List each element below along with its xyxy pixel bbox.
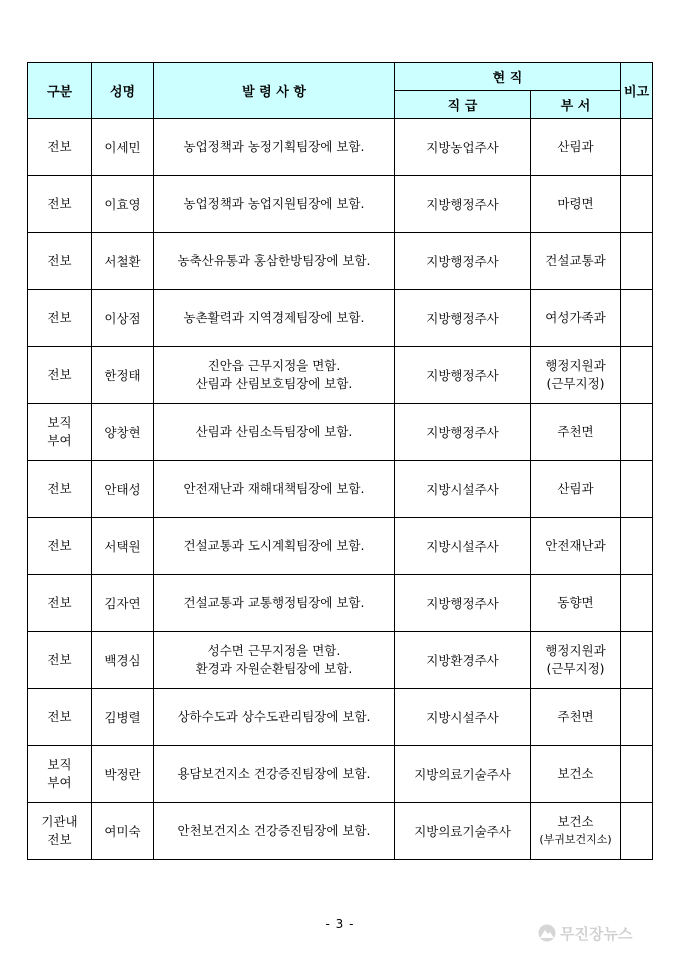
- cell-order-line: 건설교통과 교통행정팀장에 보함.: [183, 595, 365, 610]
- cell-department-line: 안전재난과: [545, 538, 606, 553]
- cell-gubun-line: 전보: [47, 139, 72, 154]
- table-body: [28, 119, 653, 860]
- cell-gubun-line: 전보: [47, 595, 72, 610]
- table-row: [28, 632, 653, 689]
- cell-rank: 지방행정주사: [395, 233, 531, 290]
- cell-gubun: [28, 575, 92, 632]
- cell-department-line: (근무지정): [546, 661, 605, 676]
- table-row: [28, 404, 653, 461]
- cell-rank: 지방행정주사: [395, 290, 531, 347]
- cell-gubun-line: 전보: [47, 538, 72, 553]
- table-row: [28, 347, 653, 404]
- cell-order-line: 산림과 산림보호팀장에 보함.: [195, 376, 353, 391]
- cell-remarks: [621, 347, 653, 404]
- cell-remarks: [621, 176, 653, 233]
- cell-rank: 지방행정주사: [395, 575, 531, 632]
- table-row: [28, 746, 653, 803]
- table-row: [28, 290, 653, 347]
- cell-order-line: 농촌활력과 지역경제팀장에 보함.: [183, 310, 365, 325]
- cell-rank: 지방시설주사: [395, 461, 531, 518]
- cell-department-line: 보건소: [557, 814, 594, 829]
- cell-department: [531, 176, 621, 233]
- cell-order-line: 성수면 근무지정을 면함.: [207, 643, 341, 658]
- cell-order-line: 상하수도과 상수도관리팀장에 보함.: [177, 709, 371, 724]
- cell-order-line: 안천보건지소 건강증진팀장에 보함.: [177, 823, 371, 838]
- table-row: [28, 689, 653, 746]
- cell-order-line: 환경과 자원순환팀장에 보함.: [195, 661, 353, 676]
- cell-rank: 지방행정주사: [395, 176, 531, 233]
- cell-name: 한정태: [92, 347, 154, 404]
- cell-gubun-line: 보직: [47, 757, 72, 772]
- header-department: 부 서: [531, 91, 621, 119]
- cell-department: [531, 290, 621, 347]
- cell-gubun-line: 전보: [47, 832, 72, 847]
- cell-order: [154, 746, 395, 803]
- cell-gubun: [28, 404, 92, 461]
- page-number: - 3 -: [325, 917, 355, 931]
- cell-department-line: 행정지원과: [545, 643, 606, 658]
- cell-name: 서택원: [92, 518, 154, 575]
- cell-remarks: [621, 632, 653, 689]
- cell-department-line: 건설교통과: [545, 253, 606, 268]
- cell-order: [154, 404, 395, 461]
- cell-gubun: [28, 518, 92, 575]
- cell-rank: 지방의료기술주사: [395, 746, 531, 803]
- cell-gubun: [28, 689, 92, 746]
- cell-remarks: [621, 461, 653, 518]
- cell-rank: 지방농업주사: [395, 119, 531, 176]
- cell-order: [154, 689, 395, 746]
- header-rank: 직 급: [395, 91, 531, 119]
- cell-gubun-line: 전보: [47, 196, 72, 211]
- cell-name: 김병렬: [92, 689, 154, 746]
- cell-name: 김자연: [92, 575, 154, 632]
- cell-gubun: [28, 632, 92, 689]
- mountain-icon: [538, 924, 556, 942]
- table-row: [28, 518, 653, 575]
- table-row: [28, 803, 653, 860]
- cell-name: 이세민: [92, 119, 154, 176]
- cell-department: [531, 461, 621, 518]
- cell-department: [531, 803, 621, 860]
- cell-gubun-line: 전보: [47, 709, 72, 724]
- cell-rank: 지방행정주사: [395, 404, 531, 461]
- cell-gubun-line: 부여: [47, 775, 72, 790]
- header-name: 성명: [92, 63, 154, 119]
- cell-department: [531, 119, 621, 176]
- cell-department-line: 산림과: [557, 139, 594, 154]
- cell-department-line: 주천면: [557, 424, 594, 439]
- cell-gubun: [28, 176, 92, 233]
- cell-rank: 지방환경주사: [395, 632, 531, 689]
- cell-department-line: (근무지정): [546, 376, 605, 391]
- cell-rank: 지방의료기술주사: [395, 803, 531, 860]
- cell-rank: 지방행정주사: [395, 347, 531, 404]
- cell-department: [531, 689, 621, 746]
- table-row: [28, 176, 653, 233]
- cell-department: [531, 404, 621, 461]
- cell-order-line: 농업정책과 농업지원팀장에 보함.: [183, 196, 365, 211]
- cell-name: 여미숙: [92, 803, 154, 860]
- cell-department-line: 여성가족과: [545, 310, 606, 325]
- header-order: 발 령 사 항: [154, 63, 395, 119]
- cell-department: [531, 632, 621, 689]
- cell-department: [531, 575, 621, 632]
- cell-name: 안태성: [92, 461, 154, 518]
- cell-remarks: [621, 803, 653, 860]
- header-current: 현 직: [395, 63, 621, 91]
- cell-department: [531, 518, 621, 575]
- cell-gubun-line: 전보: [47, 253, 72, 268]
- cell-name: 서철환: [92, 233, 154, 290]
- cell-remarks: [621, 689, 653, 746]
- cell-order: [154, 290, 395, 347]
- cell-remarks: [621, 119, 653, 176]
- cell-order: [154, 176, 395, 233]
- cell-order-line: 안전재난과 재해대책팀장에 보함.: [183, 481, 365, 496]
- cell-order: [154, 347, 395, 404]
- cell-gubun-line: 부여: [47, 433, 72, 448]
- cell-department: [531, 233, 621, 290]
- cell-remarks: [621, 290, 653, 347]
- cell-gubun: [28, 119, 92, 176]
- cell-gubun: [28, 233, 92, 290]
- table-row: [28, 575, 653, 632]
- cell-rank: 지방시설주사: [395, 518, 531, 575]
- cell-name: 이상점: [92, 290, 154, 347]
- cell-name: 이효영: [92, 176, 154, 233]
- cell-department-line: 주천면: [557, 709, 594, 724]
- cell-order-line: 농축산유통과 홍삼한방팀장에 보함.: [177, 253, 371, 268]
- cell-gubun: [28, 461, 92, 518]
- cell-order: [154, 575, 395, 632]
- cell-gubun-line: 전보: [47, 481, 72, 496]
- watermark-logo: [538, 920, 676, 946]
- cell-order: [154, 461, 395, 518]
- cell-department: [531, 347, 621, 404]
- cell-gubun-line: 전보: [47, 652, 72, 667]
- personnel-table: [27, 62, 653, 860]
- cell-remarks: [621, 404, 653, 461]
- cell-department-line: 동향면: [557, 595, 594, 610]
- cell-name: 양창현: [92, 404, 154, 461]
- cell-department: [531, 746, 621, 803]
- cell-order-line: 건설교통과 도시계획팀장에 보함.: [183, 538, 365, 553]
- cell-rank: 지방시설주사: [395, 689, 531, 746]
- cell-department-line: (부귀보건지소): [539, 833, 612, 846]
- cell-order: [154, 233, 395, 290]
- cell-remarks: [621, 746, 653, 803]
- cell-order-line: 용담보건지소 건강증진팀장에 보함.: [177, 766, 371, 781]
- cell-gubun-line: 기관내: [41, 814, 78, 829]
- cell-gubun-line: 보직: [47, 415, 72, 430]
- cell-remarks: [621, 575, 653, 632]
- cell-order: [154, 518, 395, 575]
- cell-gubun: [28, 290, 92, 347]
- cell-department-line: 산림과: [557, 481, 594, 496]
- header-remarks: 비고: [621, 63, 653, 119]
- table-row: [28, 461, 653, 518]
- cell-order-line: 농업정책과 농정기획팀장에 보함.: [183, 139, 365, 154]
- cell-order: [154, 632, 395, 689]
- cell-order: [154, 119, 395, 176]
- cell-order-line: 산림과 산림소득팀장에 보함.: [195, 424, 353, 439]
- cell-remarks: [621, 233, 653, 290]
- cell-gubun: [28, 803, 92, 860]
- watermark-text: 무진장뉴스: [560, 924, 633, 943]
- cell-gubun-line: 전보: [47, 310, 72, 325]
- cell-order: [154, 803, 395, 860]
- cell-gubun: [28, 347, 92, 404]
- cell-department-line: 보건소: [557, 766, 594, 781]
- cell-order-line: 진안읍 근무지정을 면함.: [207, 358, 341, 373]
- cell-department-line: 행정지원과: [545, 358, 606, 373]
- cell-remarks: [621, 518, 653, 575]
- header-gubun: 구분: [28, 63, 92, 119]
- cell-department-line: 마령면: [557, 196, 594, 211]
- cell-name: 백경심: [92, 632, 154, 689]
- table-row: [28, 233, 653, 290]
- cell-gubun-line: 전보: [47, 367, 72, 382]
- cell-gubun: [28, 746, 92, 803]
- table-header: [28, 63, 653, 119]
- cell-name: 박정란: [92, 746, 154, 803]
- table-row: [28, 119, 653, 176]
